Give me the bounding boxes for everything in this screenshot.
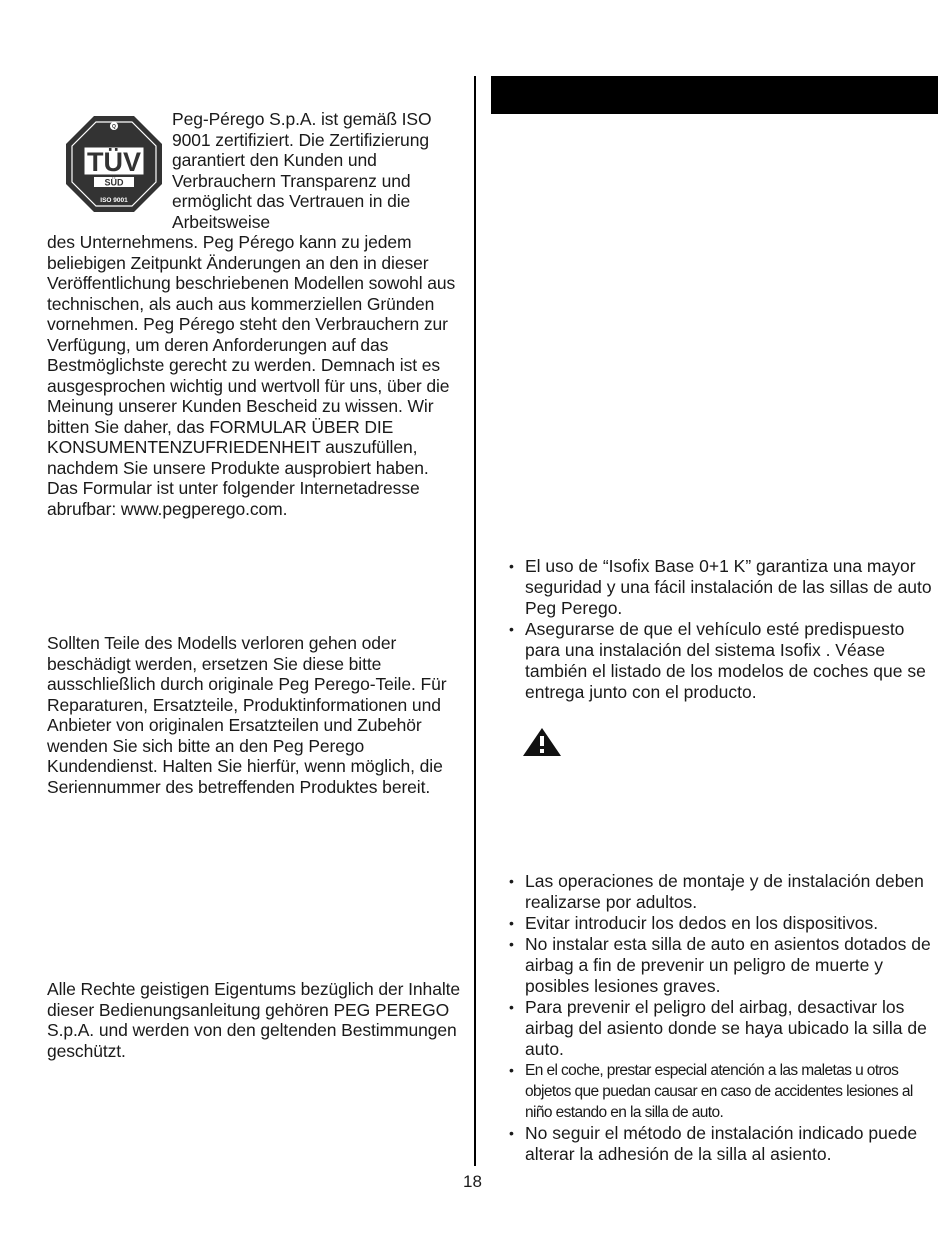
- service-text: Sollten Teile des Modells verloren gehen oder beschädigt werden, ersetzen Sie diese bitte ausschließlich durch originale Peg Perego-Teile. Für Reparaturen, Ersatzteile, Produktinformationen und Anbieter von originalen Ersatzteilen und Zubehör wenden Sie sich bitte an den Peg Perego Kundendienst. Halten Sie hierfür, wenn möglich, die Seriennummer des betreffenden Produktes bereit.: [47, 633, 447, 797]
- column-divider: [474, 76, 476, 1166]
- list-item: • Evitar introducir los dedos en los dispositivos.: [509, 913, 941, 934]
- list-item: • Las operaciones de montaje y de instalación deben realizarse por adultos.: [509, 871, 941, 913]
- bullet-list-top: [509, 556, 941, 703]
- list-item: • El uso de “Isofix Base 0+1 K” garantiza una mayor seguridad y una fácil instalación de las sillas de auto Peg Perego.: [509, 556, 941, 619]
- list-item: • No instalar esta silla de auto en asientos dotados de airbag a fin de prevenir un peligro de muerte y posibles lesiones graves.: [509, 934, 941, 997]
- list-item: • Asegurarse de que el vehículo esté predispuesto para una instalación del sistema Isofix . Véase también el listado de los modelos de coches que se entrega junto con el producto.: [509, 619, 941, 703]
- tuv-logo-sub: SÜD: [104, 177, 124, 188]
- tuv-logo-brand: TÜV: [87, 147, 141, 177]
- list-item: • Para prevenir el peligro del airbag, desactivar los airbag del asiento donde se haya ubicado la silla de auto.: [509, 997, 941, 1060]
- iso-body-text: des Unternehmens. Peg Pérego kann zu jedem beliebigen Zeitpunkt Änderungen an den in dieser Veröffentlichung beschriebenen Modellen sowohl aus technischen, als auch aus kommerziellen Gründen vornehmen. Peg Pérego steht den Verbrauchern zur Verfügung, um deren Anforderungen auf das Bestmöglichste gerecht zu werden. Demnach ist es ausgesprochen wichtig und wertvoll für uns, über die Meinung unserer Kunden Bescheid zu wissen. Wir bitten Sie daher, das FORMULAR ÜBER DIE KONSUMENTENZUFRIEDENHEIT auszufüllen, nachdem Sie unsere Produkte ausprobiert haben. Das Formular ist unter folgender Internetadresse abrufbar: www.pegperego.com.: [47, 232, 456, 519]
- list-item: • No seguir el método de instalación indicado puede alterar la adhesión de la silla al asiento.: [509, 1123, 941, 1165]
- tuv-logo-mark: Q: [112, 124, 116, 130]
- rights-text: Alle Rechte geistigen Eigentums bezüglich der Inhalte dieser Bedienungsanleitung gehören PEG PEREGO S.p.A. und werden von den geltenden Bestimmungen geschützt.: [47, 979, 461, 1061]
- tuv-sud-certification-logo: [64, 114, 164, 214]
- section-header-bar: [491, 76, 938, 114]
- iso-intro-text: Peg-Pérego S.p.A. ist gemäß ISO 9001 zertifiziert. Die Zertifizierung garantiert den Kunden und Verbrauchern Transparenz und ermöglicht das Vertrauen in die Arbeitsweise: [172, 109, 432, 232]
- warning-triangle-icon: [522, 727, 562, 757]
- list-item: • En el coche, prestar especial atención a las maletas u otros objetos que puedan causar en caso de accidentes lesiones al niño estando en la silla de auto.: [509, 1060, 941, 1123]
- tuv-logo-cert: ISO 9001: [100, 197, 128, 204]
- bullet-list-bottom: [509, 871, 941, 1165]
- page-number: 18: [463, 1172, 482, 1191]
